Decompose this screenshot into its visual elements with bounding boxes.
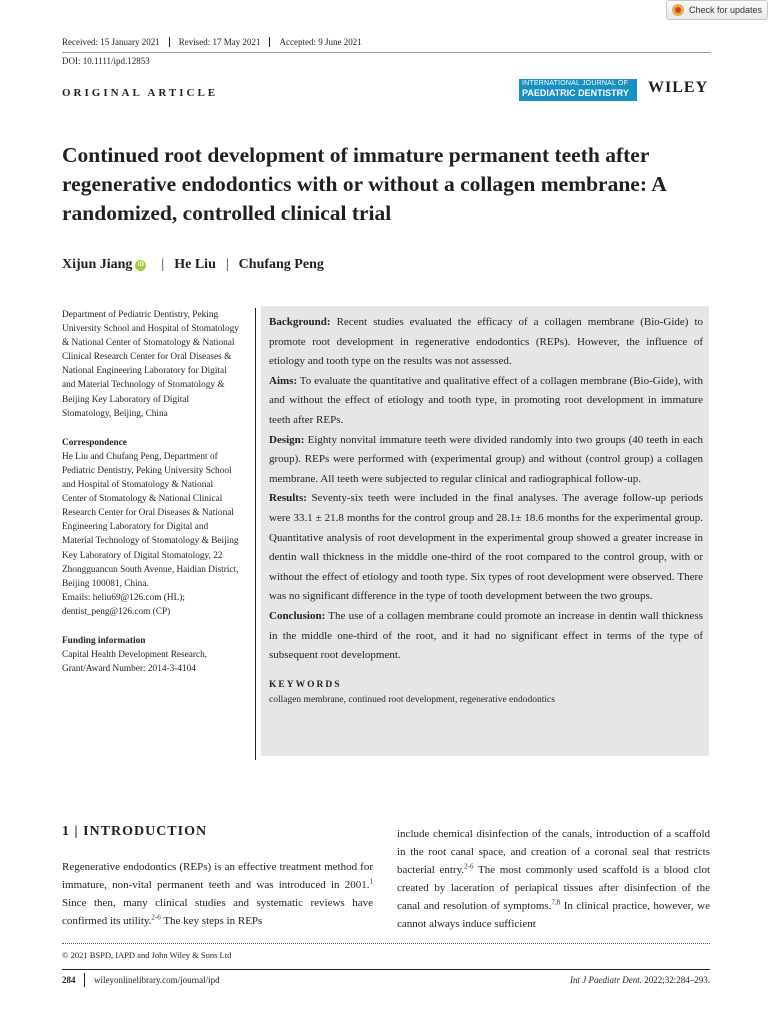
section-heading: 1 | INTRODUCTION xyxy=(62,824,208,839)
citation-ref[interactable]: 2-6 xyxy=(151,913,161,922)
aims-label: Aims: xyxy=(269,374,298,387)
conclusion-text: The use of a collagen membrane could promote an increase in dentin wall thickness in the middle one-third of the root, and it had no significant effect in terms of the type of subsequent root development. xyxy=(269,609,703,662)
article-type: ORIGINAL ARTICLE xyxy=(62,87,219,99)
body-text: include chemical disinfection of the canals, introduction of a scaffold in the root canal space, and creation of a coronal seal that restricts bacterial entry. xyxy=(397,828,710,877)
abstract-conclusion xyxy=(269,607,703,666)
author-name[interactable]: He Liu xyxy=(174,257,216,272)
citation-ref[interactable]: 2-6 xyxy=(464,862,474,871)
citation-ref[interactable]: 1 xyxy=(369,877,373,886)
design-text: Eighty nonvital immature teeth were divided randomly into two groups (40 teeth in each group). REPs were performed with (experimental group) and without (control group) a collagen membrane. All teeth were subjected to regular clinical and radiographical follow-up. xyxy=(269,433,703,485)
body-text: Since then, many clinical studies and systematic reviews have confirmed its utility. xyxy=(62,897,373,928)
citation-journal: Int J Paediatr Dent. xyxy=(570,975,642,985)
journal-logo xyxy=(519,79,637,101)
page-number: 284 xyxy=(62,975,76,985)
body-text: Regenerative endodontics (REPs) is an effective treatment method for immature, non-vital permanent teeth and was introduced in 2001. xyxy=(62,861,373,892)
aims-text: To evaluate the quantitative and qualitative effect of a collagen membrane (Bio-Gide), with and without the effect of etiology and tooth type, in promoting root development in immature teeth after REPs. xyxy=(269,374,703,426)
doi: DOI: 10.1111/ipd.12853 xyxy=(62,56,150,66)
conclusion-label: Conclusion: xyxy=(269,609,326,622)
check-for-updates-button[interactable] xyxy=(666,0,768,20)
header-divider xyxy=(62,52,711,53)
crossmark-icon xyxy=(672,4,684,16)
abstract-box xyxy=(261,306,709,756)
received-date: Received: 15 January 2021 xyxy=(62,37,160,47)
footer-divider xyxy=(62,969,710,970)
body-text: The key steps in REPs xyxy=(160,915,263,928)
author-list xyxy=(62,257,324,273)
funding-heading: Funding information xyxy=(62,635,146,646)
keywords-heading: KEYWORDS xyxy=(269,679,342,690)
keywords: collagen membrane, continued root development, regenerative endodontics xyxy=(269,694,555,705)
journal-url[interactable]: wileyonlinelibrary.com/journal/ipd xyxy=(94,975,220,985)
funding-text: Capital Health Development Research, Grant/Award Number: 2014-3-4104 xyxy=(62,650,208,675)
article-title: Continued root development of immature permanent teeth after regenerative endodontics with or without a collagen membrane: A randomized, controlled clinical trial xyxy=(62,143,666,225)
journal-logo-line2: PAEDIATRIC DENTISTRY xyxy=(522,88,629,98)
correspondence-heading: Correspondence xyxy=(62,437,127,448)
copyright: © 2021 BSPD, IAPD and John Wiley & Sons Ltd xyxy=(62,950,232,960)
body-text: In clinical practice, however, we cannot always induce sufficient xyxy=(397,900,710,931)
abstract-background xyxy=(269,313,703,372)
affiliation-column xyxy=(62,308,240,691)
accepted-date: Accepted: 9 June 2021 xyxy=(269,37,370,47)
abstract-results xyxy=(269,489,703,607)
background-label: Background: xyxy=(269,316,331,328)
footer-dotted-divider xyxy=(62,943,710,944)
journal-logo-line1: INTERNATIONAL JOURNAL OF xyxy=(522,80,629,87)
funding xyxy=(62,634,240,676)
citation-ref[interactable]: 7,8 xyxy=(551,898,561,907)
abstract-design xyxy=(269,431,703,490)
body-column-right xyxy=(397,825,710,934)
publisher-logo: WILEY xyxy=(648,79,709,96)
check-for-updates-label: Check for updates xyxy=(689,5,763,15)
column-divider xyxy=(255,308,256,760)
revised-date: Revised: 17 May 2021 xyxy=(169,37,270,47)
article-dates xyxy=(62,37,371,47)
author-name[interactable]: Chufang Peng xyxy=(238,257,324,272)
footer-separator xyxy=(84,973,85,987)
results-text: Seventy-six teeth were included in the final analyses. The average follow-up periods were 33.1 ± 21.8 months for the control group and 28.1± 18.6 months for the experimental group. Quantitative analysis of root development in the experimental group showed a greater increase in dentin wall thickness in the middle one-third of the root compared to the control group, with or without the effect of etiology and tooth type. Six types of root development were observed. There was no significant difference in the type of tooth development between the two groups. xyxy=(269,492,704,603)
citation-volume: 2022;32:284–293. xyxy=(641,975,710,985)
correspondence xyxy=(62,436,240,619)
author-name[interactable]: Xijun Jiang xyxy=(62,257,133,272)
correspondence-text: He Liu and Chufang Peng, Department of Pediatric Dentistry, Peking University School and Hospital of Stomatology & National Center of Stomatology & National Clinical Research Center for Oral Diseases & National Engineering Laboratory for Digital and Material Technology of Stomatology & Beijing Key Laboratory of Digital Stomatology, 22 Zhongguancun South Avenue, Haidian District, Beijing 100081, China. xyxy=(62,451,239,589)
correspondence-emails[interactable]: Emails: heliu69@126.com (HL); dentist_peng@126.com (CP) xyxy=(62,592,185,617)
author-separator: | xyxy=(161,257,165,272)
design-label: Design: xyxy=(269,433,305,446)
results-label: Results: xyxy=(269,492,307,505)
author-separator: | xyxy=(225,257,229,272)
abstract-aims xyxy=(269,372,703,431)
affiliation: Department of Pediatric Dentistry, Peking University School and Hospital of Stomatology & National Center of Stomatology & National Clinical Research Center for Oral Diseases & National Engineering Laboratory for Digital and Material Technology of Stomatology & Beijing Key Laboratory of Digital Stomatology, Beijing, China xyxy=(62,310,239,419)
body-text: The most commonly used scaffold is a blood clot created by laceration of periapical tissues after disinfection of the canal and resolution of symptoms. xyxy=(397,864,711,913)
orcid-icon[interactable]: iD xyxy=(135,260,146,271)
citation xyxy=(570,975,710,985)
body-column-left xyxy=(62,858,373,930)
background-text: Recent studies evaluated the efficacy of a collagen membrane (Bio-Gide) to promote root development in regenerative endodontics (REPs). However, the influence of etiology and tooth type on the results was not assessed. xyxy=(269,316,704,368)
